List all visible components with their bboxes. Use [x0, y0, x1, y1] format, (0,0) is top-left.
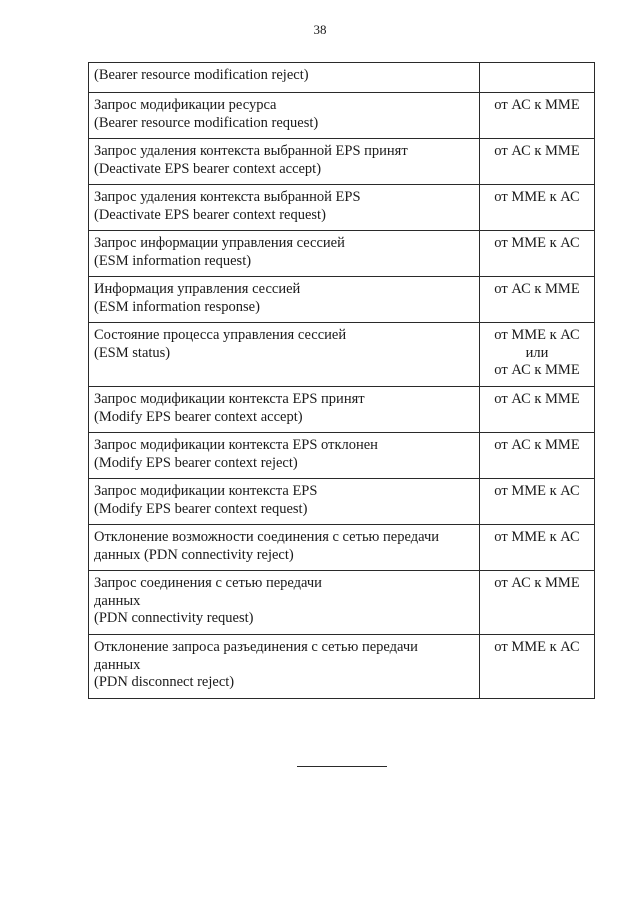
- table-row: [89, 93, 595, 139]
- message-name-line: (Modify EPS bearer context reject): [94, 454, 298, 471]
- message-name-line: (Bearer resource modification reject): [94, 67, 309, 83]
- table-row: [89, 139, 595, 185]
- direction-line: от АС к ММЕ: [494, 391, 580, 407]
- message-name-line: данных (PDN connectivity reject): [94, 546, 294, 563]
- message-name-cell: [89, 571, 480, 635]
- direction-line: от АС к ММЕ: [494, 143, 580, 159]
- message-name-cell: [89, 387, 480, 433]
- message-name-line: Запрос соединения с сетью передачи: [94, 575, 322, 591]
- message-name-line: Запрос удаления контекста выбранной EPS принят: [94, 143, 408, 159]
- direction-cell: [480, 323, 595, 387]
- message-name-cell: [89, 93, 480, 139]
- message-name-line: Запрос модификации контекста EPS: [94, 483, 318, 499]
- message-name-line: Информация управления сессией: [94, 281, 301, 297]
- message-name-cell: [89, 277, 480, 323]
- message-name-line: (PDN connectivity request): [94, 610, 254, 626]
- direction-line: или: [525, 344, 549, 361]
- table-row: [89, 277, 595, 323]
- message-name-line: Запрос модификации ресурса: [94, 97, 277, 113]
- message-name-line: (Bearer resource modification request): [94, 114, 319, 131]
- message-name-line: (PDN disconnect reject): [94, 674, 235, 690]
- table-row: [89, 525, 595, 571]
- table-row: [89, 433, 595, 479]
- direction-line: от ММЕ к АС: [494, 483, 580, 499]
- message-name-cell: [89, 323, 480, 387]
- message-name-line: (Modify EPS bearer context accept): [94, 408, 303, 425]
- table-row: [89, 387, 595, 433]
- table-row: [89, 635, 595, 699]
- message-name-cell: [89, 479, 480, 525]
- direction-cell: [480, 525, 595, 571]
- direction-line: от ММЕ к АС: [494, 529, 580, 545]
- message-name-line: Отклонение возможности соединения с сетью передачи: [94, 529, 439, 545]
- direction-cell: [480, 139, 595, 185]
- direction-line: от ММЕ к АС: [494, 235, 580, 251]
- direction-line: от АС к ММЕ: [494, 362, 580, 378]
- direction-line: от АС к ММЕ: [494, 281, 580, 297]
- message-name-line: (ESM information response): [94, 298, 260, 315]
- message-name-cell: [89, 185, 480, 231]
- message-name-line: (Modify EPS bearer context request): [94, 500, 308, 517]
- direction-line: от ММЕ к АС: [494, 189, 580, 205]
- direction-line: от ММЕ к АС: [494, 639, 580, 655]
- direction-cell: [480, 93, 595, 139]
- message-name-cell: [89, 635, 480, 699]
- message-name-line: Запрос модификации контекста EPS принят: [94, 391, 365, 407]
- message-name-cell: [89, 231, 480, 277]
- direction-cell: [480, 571, 595, 635]
- message-name-line: Запрос информации управления сессией: [94, 235, 345, 251]
- direction-cell: [480, 277, 595, 323]
- direction-line: от АС к ММЕ: [494, 437, 580, 453]
- table-row: [89, 185, 595, 231]
- message-name-line: (Deactivate EPS bearer context request): [94, 206, 326, 223]
- message-name-line: Запрос модификации контекста EPS отклонен: [94, 437, 378, 453]
- direction-cell: [480, 387, 595, 433]
- message-name-line: Запрос удаления контекста выбранной EPS: [94, 189, 361, 205]
- message-table: [88, 62, 595, 699]
- message-name-cell: [89, 63, 480, 93]
- table-row: [89, 571, 595, 635]
- table-row: [89, 63, 595, 93]
- table-row: [89, 231, 595, 277]
- direction-cell: [480, 635, 595, 699]
- end-rule: [297, 766, 387, 767]
- message-name-line: (ESM status): [94, 344, 171, 361]
- message-name-cell: [89, 433, 480, 479]
- message-name-line: данных: [94, 592, 141, 609]
- message-name-line: данных: [94, 656, 141, 673]
- direction-line: от АС к ММЕ: [494, 97, 580, 113]
- message-name-line: Отклонение запроса разъединения с сетью передачи: [94, 639, 418, 655]
- direction-line: от ММЕ к АС: [494, 327, 580, 343]
- direction-cell: [480, 433, 595, 479]
- direction-cell: [480, 231, 595, 277]
- message-name-line: Состояние процесса управления сессией: [94, 327, 347, 343]
- message-name-cell: [89, 525, 480, 571]
- table-row: [89, 323, 595, 387]
- direction-cell: [480, 185, 595, 231]
- direction-cell: [480, 63, 595, 93]
- message-name-cell: [89, 139, 480, 185]
- table-row: [89, 479, 595, 525]
- message-name-line: (Deactivate EPS bearer context accept): [94, 160, 322, 177]
- page-number: 38: [313, 22, 327, 37]
- direction-line: от АС к ММЕ: [494, 575, 580, 591]
- message-name-line: (ESM information request): [94, 252, 252, 269]
- direction-cell: [480, 479, 595, 525]
